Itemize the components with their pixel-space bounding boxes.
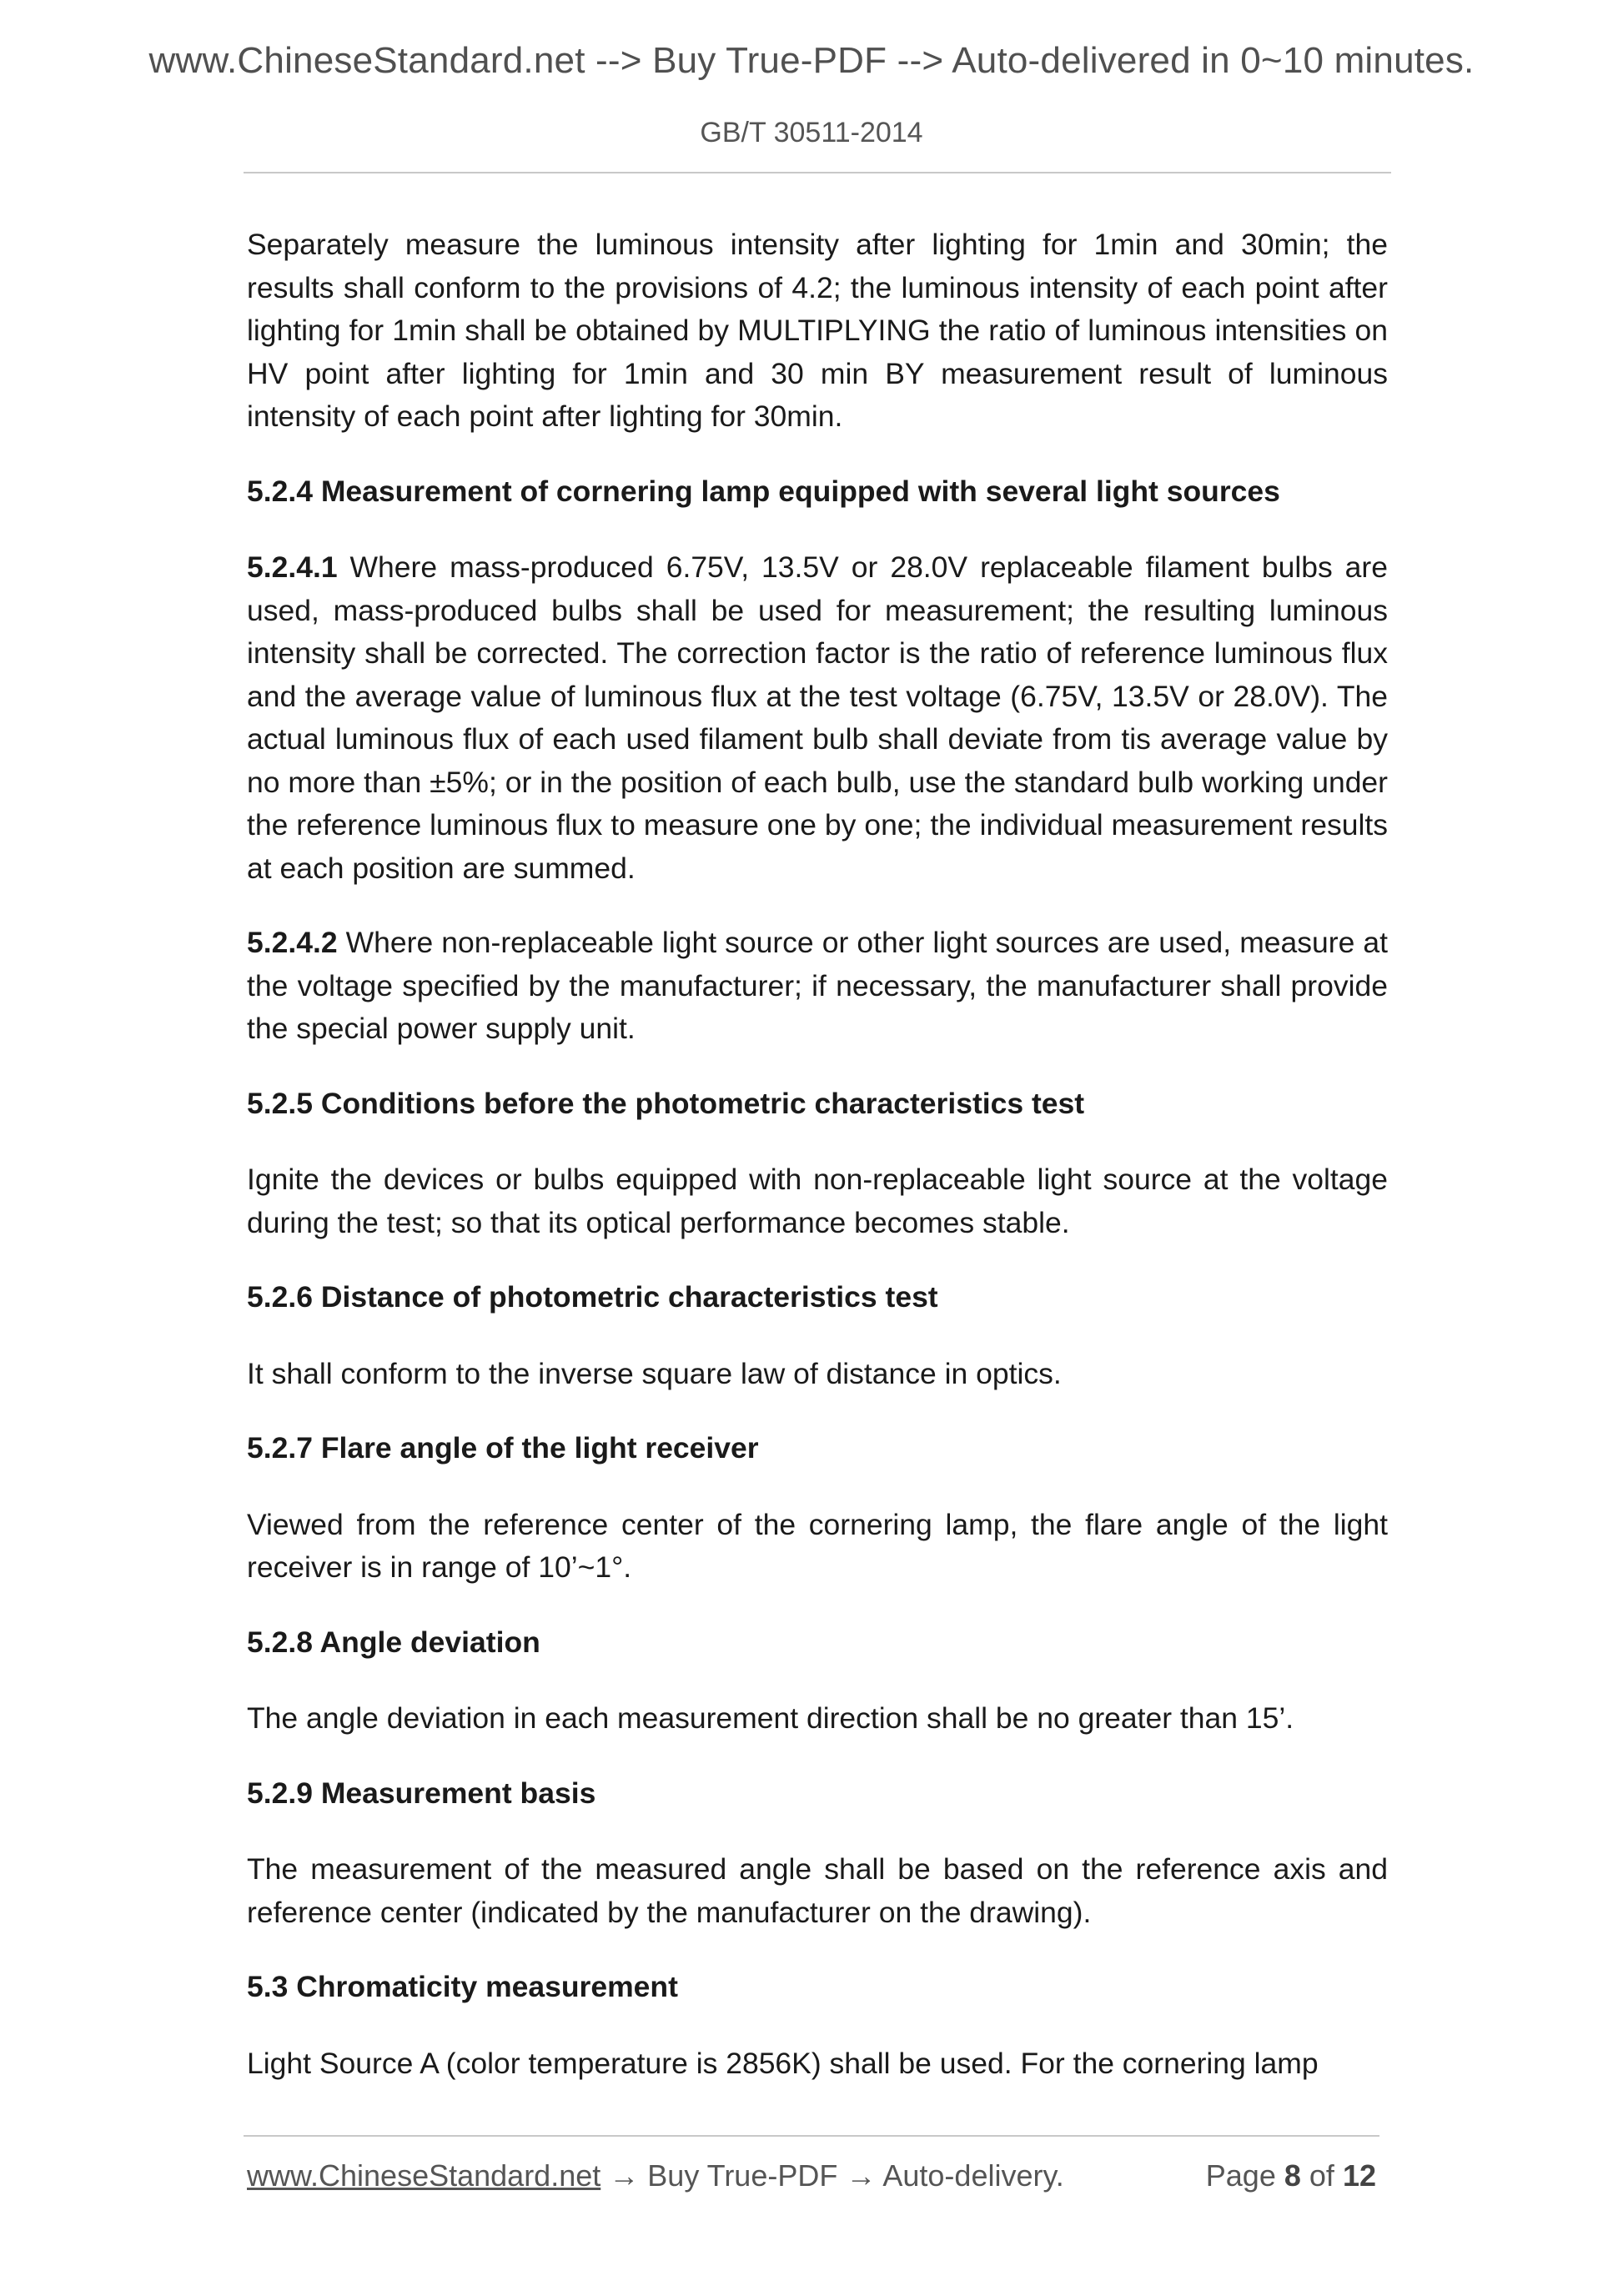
heading-5-2-7: 5.2.7 Flare angle of the light receiver — [247, 1431, 759, 1465]
heading-5-2-4: 5.2.4 Measurement of cornering lamp equipped with several light sources — [247, 474, 1280, 508]
document-id: GB/T 30511-2014 — [700, 117, 923, 148]
clause-number-5-2-4-2: 5.2.4.2 — [247, 926, 338, 959]
header-banner: www.ChineseStandard.net --> Buy True-PDF --> Auto-delivered in 0~10 minutes. — [148, 40, 1475, 81]
clause-number-5-2-4-1: 5.2.4.1 — [247, 550, 338, 584]
header-divider — [244, 172, 1391, 173]
paragraph-5-2-7: Viewed from the reference center of the cornering lamp, the flare angle of the light receiver is in range of 10’~1°. — [247, 1507, 1388, 1584]
paragraph-5-2-6: It shall conform to the inverse square law of distance in optics. — [247, 1356, 1062, 1390]
heading-5-2-6: 5.2.6 Distance of photometric characteristics test — [247, 1280, 938, 1314]
total-pages: 12 — [1342, 2158, 1376, 2193]
footer-website-link[interactable]: www.ChineseStandard.net — [247, 2158, 601, 2193]
heading-5-3: 5.3 Chromaticity measurement — [247, 1970, 678, 2003]
page-label: Page — [1205, 2158, 1276, 2193]
heading-5-2-8: 5.2.8 Angle deviation — [247, 1625, 540, 1659]
footer-links — [247, 2158, 1064, 2193]
footer-divider — [244, 2135, 1379, 2137]
paragraph-intro: Separately measure the luminous intensity after lighting for 1min and 30min; the results shall conform to the provisions of 4.2; the luminous intensity of each point after lighting for 1min shall be obtained by MULTIPLYING the ratio of luminous intensities on HV point after lighting for 1min and 30 min BY measurement result of luminous intensity of each point after lighting for 30min. — [247, 228, 1388, 433]
heading-5-2-5: 5.2.5 Conditions before the photometric characteristics test — [247, 1086, 1085, 1120]
paragraph-5-2-5: Ignite the devices or bulbs equipped with non-replaceable light source at the voltage during the test; so that its optical performance becomes stable. — [247, 1163, 1388, 1239]
right-arrow-icon: → — [846, 2158, 877, 2193]
paragraph-5-2-4-2 — [247, 922, 1388, 1051]
current-page: 8 — [1284, 2158, 1301, 2193]
page-body — [247, 224, 1388, 2085]
of-label: of — [1309, 2158, 1334, 2193]
paragraph-5-3: Light Source A (color temperature is 2856K) shall be used. For the cornering lamp — [247, 2046, 1319, 2080]
paragraph-5-2-9: The measurement of the measured angle shall be based on the reference axis and reference center (indicated by the manufacturer on the drawing). — [247, 1852, 1388, 1929]
clause-text-5-2-4-1: Where mass-produced 6.75V, 13.5V or 28.0V replaceable filament bulbs are used, mass-produced bulbs shall be used for measurement; the resulting luminous intensity shall be corrected. The correction factor is the ratio of reference luminous flux and the average value of luminous flux at the test voltage (6.75V, 13.5V or 28.0V). The actual luminous flux of each used filament bulb shall deviate from tis average value by no more than ±5%; or in the position of each bulb, use the standard bulb working under the reference luminous flux to measure one by one; the individual measurement results at each position are summed. — [247, 550, 1388, 885]
page-number — [1206, 2158, 1376, 2193]
clause-text-5-2-4-2: Where non-replaceable light source or other light sources are used, measure at the voltage specified by the manufacturer; if necessary, the manufacturer shall provide the special power supply unit. — [247, 926, 1388, 1045]
paragraph-5-2-8: The angle deviation in each measurement direction shall be no greater than 15’. — [247, 1701, 1294, 1735]
heading-5-2-9: 5.2.9 Measurement basis — [247, 1776, 596, 1810]
right-arrow-icon: → — [609, 2158, 640, 2193]
footer-buy-text: Buy True-PDF — [647, 2158, 838, 2193]
paragraph-5-2-4-1 — [247, 546, 1388, 890]
footer-delivery-text: Auto-delivery. — [882, 2158, 1064, 2193]
